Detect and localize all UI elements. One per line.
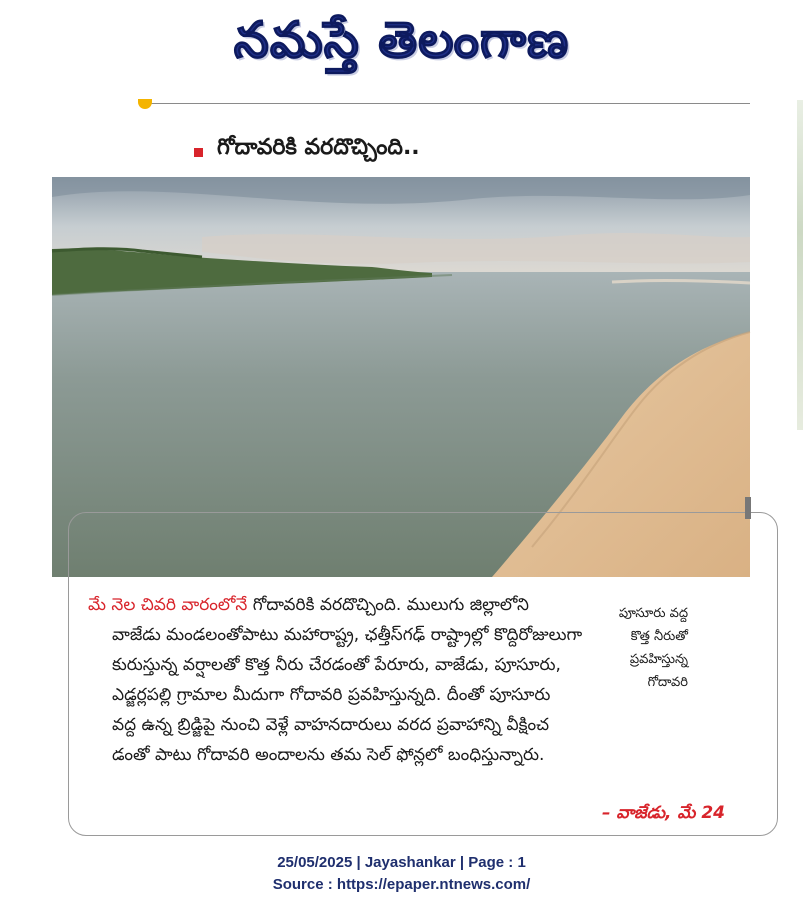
article-byline: – వాజేడు, మే 24 [601,803,725,823]
photo-caption-line: పూసూరు వద్ద [618,606,688,621]
footer-date-line: 25/05/2025 | Jayashankar | Page : 1 [277,854,526,871]
article-line-1 [88,590,748,620]
footer-source-line: Source : https://epaper.ntnews.com/ [272,876,531,893]
article-headline [194,130,420,170]
photo-caption-line: ప్రవహిస్తున్న [629,652,688,667]
masthead-logo: నమస్తే తెలంగాణ [233,11,570,69]
headline-text: గోదావరికి వరదొచ్చింది.. [217,135,420,160]
headline-bullet-icon [194,148,203,157]
article-lead: మే నెల చివరి వారంలోనే [88,595,248,615]
article-line: ఎడ్జర్లపల్లి గ్రామాల మీదుగా గోదావరి ప్రవహిస్తున్నది. దీంతో పూసూరు [112,685,551,705]
article-line: డంతో పాటు గోదావరి అందాలను తమ సెల్ ఫోన్లలో బంధిస్తున్నారు. [112,745,545,765]
frame-notch [745,497,751,519]
header-divider [140,103,750,104]
adjacent-page-edge [797,100,803,430]
article-body [88,590,748,770]
photo-caption-line: కొత్త నీరుతో [630,629,688,644]
article-line: వాజేడు మండలంతోపాటు మహారాష్ట్ర, ఛత్తీస్‌గఢ్ రాష్ట్రాల్లో కొద్దిరోజులుగా [112,625,583,645]
photo-caption-line: గోదావరి [647,675,688,690]
article-line: కురుస్తున్న వర్షాలతో కొత్త నీరు చేరడంతో పేరూరు, వాజేడు, పూసూరు, [112,655,561,675]
article-line: వద్ద ఉన్న బ్రిడ్జిపై నుంచి వెళ్లే వాహనదారులు వరద ప్రవాహాన్ని వీక్షించ [112,715,549,735]
page-footer [0,852,803,896]
article-line-1-rest: గోదావరికి వరదొచ్చింది. ములుగు జిల్లాలోని [247,595,529,615]
divider-accent-dot [138,99,152,109]
